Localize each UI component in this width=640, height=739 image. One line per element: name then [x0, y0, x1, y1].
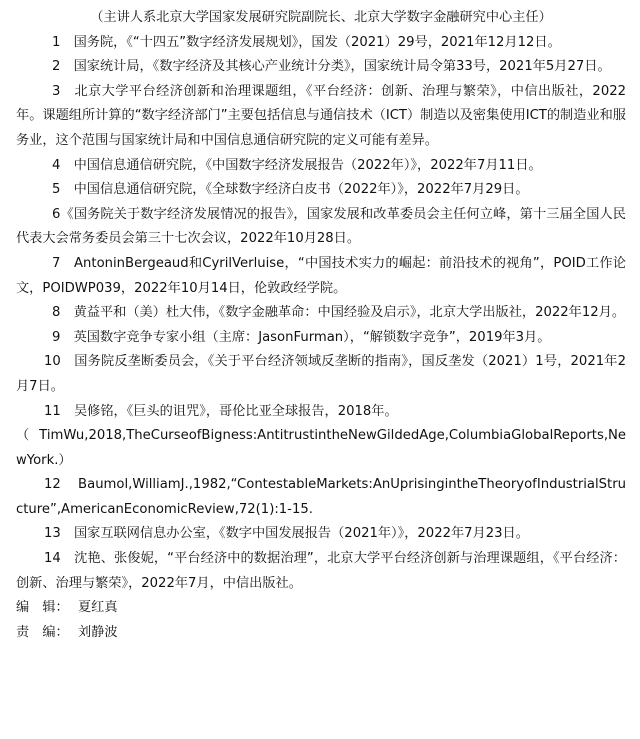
- footnote-13: 13 国家互联网信息办公室，《数字中国发展报告（2021年）》，2022年7月23日。: [44, 526, 529, 542]
- footnote-11: 11 吴修铭，《巨头的诅咒》，哥伦比亚全球报告，2018年。: [44, 403, 398, 419]
- footnote-9: 9 英国数字竞争专家小组（主席：JasonFurman），“解锁数字竞争”，2019年3月。: [52, 329, 551, 345]
- footnote-12: 12 Baumol,WilliamJ.,1982,“ContestableMarkets:AnUprisingintheTheoryofIndustrialStructure”,AmericanEconomicReview,72(1):1-15.: [16, 477, 626, 517]
- footnote-14: 14 沈艳、张俊妮，“平台经济中的数据治理”，北京大学平台经济创新与治理课题组，《平台经济：创新、治理与繁荣》，2022年7月，中信出版社。: [16, 551, 626, 591]
- chief-editor-credit: [16, 621, 626, 646]
- footnote-7: 7 AntoninBergeaud和CyrilVerluise，“中国技术实力的崛起：前沿技术的视角”，POID工作论文，POIDWP039，2022年10月14日，伦敦政经学院。: [16, 255, 626, 296]
- footnote-3: 3 北京大学平台经济创新和治理课题组，《平台经济：创新、治理与繁荣》，中信出版社，2022年。课题组所计算的“数字经济部门”主要包括信息与通信技术（ICT）制造以及密集使用ICT的制造业和服务业，这个范围与国家统计局和中国信息通信研究院的定义可能有差异。: [16, 83, 626, 148]
- footnote-2: 2 国家统计局，《数字经济及其核心产业统计分类》，国家统计局令第33号，2021年5月27日。: [52, 59, 611, 75]
- footnote-1: 1 国务院，《“十四五”数字经济发展规划》，国发（2021）29号，2021年12月12日。: [52, 34, 561, 50]
- footnote-4: 4 中国信息通信研究院，《中国数字经济发展报告（2022年）》，2022年7月11日。: [52, 157, 542, 173]
- footnote-11-english: （TimWu,2018,TheCurseofBigness:AntitrustintheNewGildedAge,ColumbiaGlobalReports,NewYork.）: [16, 428, 626, 468]
- footnote-8: 8 黄益平和（美）杜大伟，《数字金融革命：中国经验及启示》，北京大学出版社，2022年12月。: [52, 305, 626, 321]
- editor-label: 编 辑：: [16, 600, 69, 616]
- editor-credit: [16, 596, 626, 621]
- chief-editor-label: 责 编：: [16, 624, 69, 640]
- footnote-6: 6《国务院关于数字经济发展情况的报告》，国家发展和改革委员会主任何立峰，第十三届全国人民代表大会常务委员会第三十七次会议，2022年10月28日。: [16, 206, 626, 247]
- chief-editor-name: 刘静波: [78, 624, 118, 640]
- footnote-5: 5 中国信息通信研究院，《全球数字经济白皮书（2022年）》，2022年7月29日。: [52, 182, 529, 198]
- author-note: （主讲人系北京大学国家发展研究院副院长、北京大学数字金融研究中心主任）: [90, 10, 552, 25]
- footnote-10: 10 国务院反垄断委员会，《关于平台经济领域反垄断的指南》，国反垄发（2021）1号，2021年2月7日。: [16, 354, 626, 394]
- editor-name: 夏红真: [78, 600, 118, 616]
